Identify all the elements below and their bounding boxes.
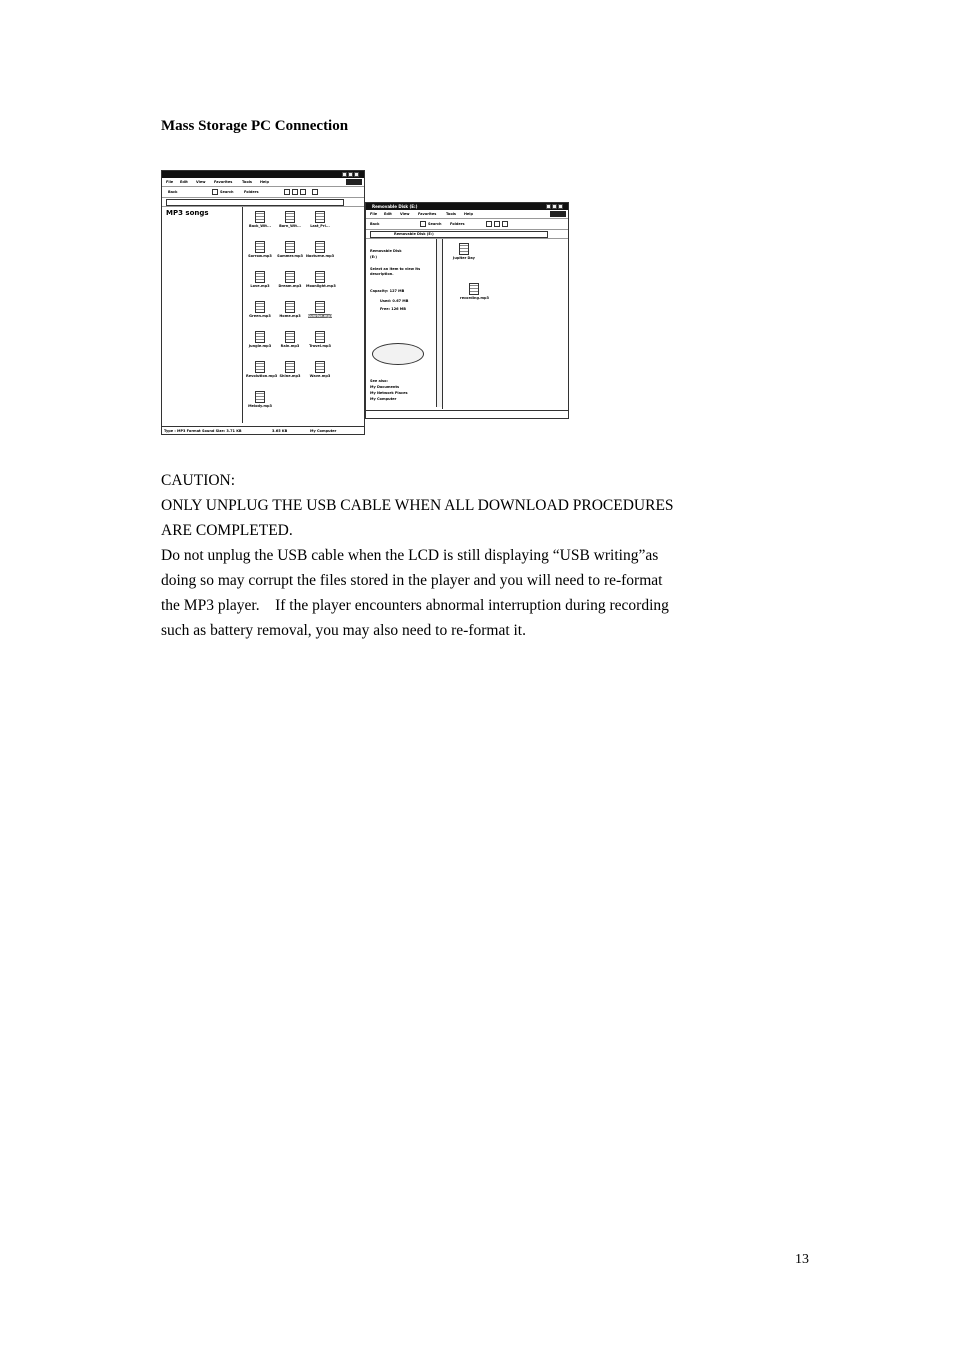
file-item: Rain.mp3 bbox=[276, 331, 304, 348]
file-icon bbox=[255, 271, 265, 283]
file-item: Sorrow.mp3 bbox=[246, 241, 274, 258]
file-icon bbox=[285, 211, 295, 223]
windows-logo-icon bbox=[550, 211, 566, 217]
menu-view: View bbox=[196, 180, 206, 184]
views-icon bbox=[312, 189, 318, 195]
maximize-icon bbox=[552, 204, 557, 209]
file-item: Home.mp3 bbox=[276, 301, 304, 318]
menu-help: Help bbox=[260, 180, 270, 184]
file-icon bbox=[255, 241, 265, 253]
paragraph-line: such as battery removal, you may also need to re-format it. bbox=[161, 622, 526, 639]
file-icon bbox=[255, 301, 265, 313]
file-icon bbox=[315, 361, 325, 373]
file-icon bbox=[315, 211, 325, 223]
folders-button: Folders bbox=[244, 190, 259, 194]
menu-edit: Edit bbox=[180, 180, 188, 184]
menu-file: File bbox=[166, 180, 174, 184]
windows-logo-icon bbox=[346, 179, 362, 185]
file-item: Revolution.mp3 bbox=[246, 361, 274, 378]
file-item: Summer.mp3 bbox=[276, 241, 304, 258]
file-icon bbox=[315, 271, 325, 283]
file-item: Travel.mp3 bbox=[306, 331, 334, 348]
file-icon bbox=[315, 331, 325, 343]
title-bar bbox=[162, 171, 364, 178]
copy-icon bbox=[494, 221, 500, 227]
window-title: Removable Disk (E:) bbox=[372, 204, 418, 209]
file-item-selected: Sunrise.mp3 bbox=[306, 301, 334, 318]
address-bar: Removable Disk (E:) bbox=[366, 230, 568, 239]
search-button: Search bbox=[220, 190, 234, 194]
file-item: Last_Pri... bbox=[306, 211, 334, 228]
maximize-icon bbox=[348, 172, 353, 177]
file-icon bbox=[285, 271, 295, 283]
file-item: Born_Wit... bbox=[276, 211, 304, 228]
move-icon bbox=[284, 189, 290, 195]
file-item: Green.mp3 bbox=[246, 301, 274, 318]
close-icon bbox=[354, 172, 359, 177]
caution-paragraph bbox=[161, 468, 761, 643]
file-item: Jungle.mp3 bbox=[246, 331, 274, 348]
menu-favorites: Favorites bbox=[214, 180, 233, 184]
status-bar bbox=[366, 410, 568, 418]
file-icon bbox=[285, 361, 295, 373]
file-icon bbox=[285, 241, 295, 253]
file-item: Moonlight.mp3 bbox=[306, 271, 334, 288]
file-item: Dream.mp3 bbox=[276, 271, 304, 288]
file-icon bbox=[315, 241, 325, 253]
close-icon bbox=[558, 204, 563, 209]
file-item: recording.mp3 bbox=[460, 283, 488, 300]
menu-bar bbox=[162, 178, 364, 187]
file-icon bbox=[285, 301, 295, 313]
delete-icon bbox=[502, 221, 508, 227]
menu-bar: File Edit View Favorites Tools Help bbox=[366, 210, 568, 219]
file-item: Shine.mp3 bbox=[276, 361, 304, 378]
search-icon bbox=[420, 221, 426, 227]
explorer-screenshot bbox=[161, 170, 571, 436]
file-icon bbox=[285, 331, 295, 343]
paragraph-line: Do not unplug the USB cable when the LCD is still displaying “USB writing”as bbox=[161, 547, 659, 564]
file-icon bbox=[469, 283, 479, 295]
minimize-icon bbox=[342, 172, 347, 177]
paragraph-line: ARE COMPLETED. bbox=[161, 522, 293, 539]
file-icon bbox=[255, 361, 265, 373]
file-item: Love.mp3 bbox=[246, 271, 274, 288]
file-item: Melody.mp3 bbox=[246, 391, 274, 408]
toolbar bbox=[162, 187, 364, 198]
file-item: Jupiter Day bbox=[450, 243, 478, 260]
file-item: Wave.mp3 bbox=[306, 361, 334, 378]
removable-disk-window: Removable Disk (E:) File Edit View Favorites Tools Help Back Search Folders Removable Disk (E:) Removable Disk (E:) Select an item to view its description. Capacity: 127 MB Used: 0.67 MB Free: 126 MB See also: My Documents My Network Places My Computer Jupiter Day recording.mp3 bbox=[365, 202, 569, 419]
file-icon bbox=[255, 391, 265, 403]
paragraph-line: the MP3 player. If the player encounters abnormal interruption during recording bbox=[161, 597, 669, 614]
page-number: 13 bbox=[795, 1252, 809, 1267]
status-bar: Type : MP3 Format Sound Size: 3.71 KB 3.65 KB My Computer bbox=[162, 426, 364, 434]
toolbar: Back Search Folders bbox=[366, 219, 568, 230]
file-icon bbox=[255, 331, 265, 343]
disk-usage-pie bbox=[372, 343, 424, 365]
section-heading: Mass Storage PC Connection bbox=[161, 118, 349, 134]
file-item: Nocturne.mp3 bbox=[306, 241, 334, 258]
menu-tools: Tools bbox=[242, 180, 253, 184]
delete-icon bbox=[300, 189, 306, 195]
minimize-icon bbox=[546, 204, 551, 209]
move-icon bbox=[486, 221, 492, 227]
mp3-songs-window bbox=[161, 170, 365, 435]
back-button: Back bbox=[168, 190, 178, 194]
search-icon bbox=[212, 189, 218, 195]
file-icon bbox=[255, 211, 265, 223]
file-icon bbox=[459, 243, 469, 255]
file-icon bbox=[315, 301, 325, 313]
folder-title: MP3 songs bbox=[166, 209, 209, 217]
file-item: Back_Wit... bbox=[246, 211, 274, 228]
paragraph-line: ONLY UNPLUG THE USB CABLE WHEN ALL DOWNLOAD PROCEDURES bbox=[161, 497, 674, 514]
title-bar bbox=[366, 203, 568, 210]
address-bar bbox=[162, 198, 364, 207]
copy-icon bbox=[292, 189, 298, 195]
paragraph-line: CAUTION: bbox=[161, 472, 236, 489]
paragraph-line: doing so may corrupt the files stored in the player and you will need to re-format bbox=[161, 572, 663, 589]
